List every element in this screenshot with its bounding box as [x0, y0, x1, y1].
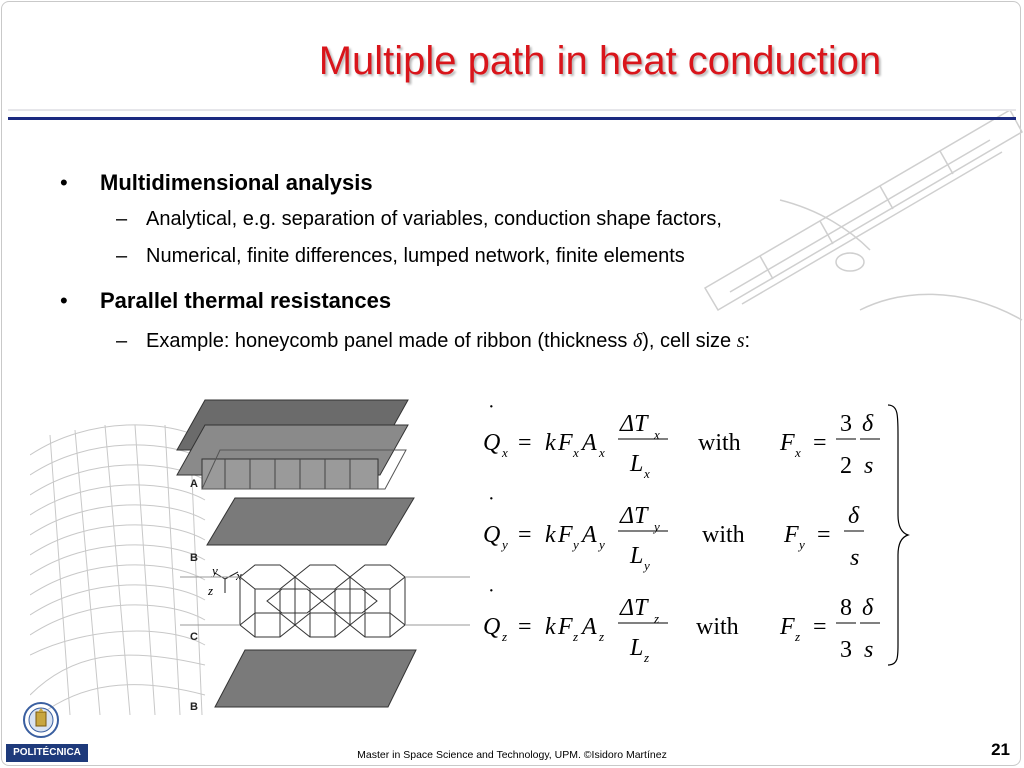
- eq-y-sub-3: y: [599, 537, 605, 552]
- eq-z-sub-4: z: [654, 611, 660, 626]
- bullet-symbol: •: [60, 170, 68, 195]
- svg-text:·: ·: [488, 488, 495, 510]
- politecnica-logo-bar: POLITÉCNICA: [6, 744, 88, 762]
- page-number: 21: [991, 740, 1010, 759]
- eq-y-deltaT: ΔT: [620, 503, 648, 529]
- sub-bullet-text: Analytical, e.g. separation of variables, conduction shape factors,: [146, 208, 722, 230]
- eq-y-A: A: [582, 522, 597, 548]
- eq-z-F: F: [558, 614, 573, 640]
- eq-y-Q: Q: [483, 522, 501, 548]
- title-rule-shadow: [8, 109, 1016, 111]
- eq-z-L: L: [630, 635, 644, 661]
- eq-x-delta: δ: [862, 411, 874, 437]
- eq-x-sub-6: x: [795, 445, 801, 460]
- eq-z-den: 3: [840, 637, 852, 663]
- eq-x-F: F: [558, 430, 573, 456]
- equation-x: [483, 396, 880, 481]
- dash-symbol: –: [116, 245, 128, 267]
- core-a: [202, 459, 378, 489]
- eq-z-k: k: [545, 614, 556, 640]
- axis-label-y: y: [212, 563, 218, 578]
- face-sheet-b-lower: [215, 650, 416, 707]
- eq-z-sub-1: z: [502, 629, 508, 644]
- sub-bullet-text: Numerical, finite differences, lumped network, finite elements: [146, 245, 685, 267]
- eq-y-equals2: =: [817, 522, 831, 548]
- eq-x-equals2: =: [813, 430, 827, 456]
- eq-y-sub-5: y: [644, 558, 650, 573]
- equation-y: [483, 488, 864, 573]
- eq-x-Q: Q: [483, 430, 501, 456]
- dash-symbol: –: [116, 208, 128, 230]
- equation-z: [483, 580, 880, 665]
- sub-bullet-numerical: [116, 245, 685, 268]
- layer-label-a: A: [190, 478, 198, 490]
- axis-label-z: z: [208, 583, 214, 598]
- eq-z-A: A: [582, 614, 597, 640]
- eq-y-equals: =: [518, 522, 532, 548]
- eq-x-sub-2: x: [573, 445, 579, 460]
- eq-z-equals2: =: [813, 614, 827, 640]
- example-text-pre: Example: honeycomb panel made of ribbon (thickness: [146, 330, 633, 352]
- eq-z-num: 8: [840, 595, 852, 621]
- eq-y-F2: F: [784, 522, 799, 548]
- eq-z-equals: =: [518, 614, 532, 640]
- eq-y-s: s: [850, 545, 860, 571]
- eq-y-sub-2: y: [573, 537, 579, 552]
- eq-x-sub-4: x: [654, 427, 660, 442]
- example-text-mid: ), cell size: [642, 330, 737, 352]
- title-rule: [8, 117, 1016, 120]
- honeycomb-panel-figure: [30, 395, 470, 720]
- eq-x-A: A: [582, 430, 597, 456]
- slide-title: Multiple path in heat conduction: [318, 39, 882, 83]
- eq-y-F: F: [558, 522, 573, 548]
- layer-label-b-lower: B: [190, 701, 198, 713]
- eq-x-sub-5: x: [644, 466, 650, 481]
- eq-z-sub-6: z: [795, 629, 801, 644]
- sub-bullet-analytical: [116, 208, 722, 231]
- layer-label-b-upper: B: [190, 552, 198, 564]
- eq-x-sub-3: x: [599, 445, 605, 460]
- svg-text:·: ·: [488, 396, 495, 418]
- eq-x-deltaT: ΔT: [620, 411, 648, 437]
- eq-x-sub-1: x: [502, 445, 508, 460]
- eq-x-with: with: [698, 430, 741, 456]
- eq-y-sub-6: y: [799, 537, 805, 552]
- bullet-text: Multidimensional analysis: [100, 170, 373, 195]
- bullet-text: Parallel thermal resistances: [100, 288, 392, 313]
- example-delta: δ: [632, 330, 643, 352]
- dash-symbol: –: [116, 330, 128, 352]
- eq-x-L: L: [630, 451, 644, 477]
- upm-crest-logo: [22, 700, 60, 740]
- eq-z-Q: Q: [483, 614, 501, 640]
- eq-y-delta: δ: [848, 503, 860, 529]
- example-s: s: [736, 330, 745, 352]
- eq-z-sub-5: z: [644, 650, 650, 665]
- eq-y-k: k: [545, 522, 556, 548]
- eq-x-den: 2: [840, 453, 852, 479]
- example-text-post: :: [744, 330, 751, 352]
- eq-z-with: with: [696, 614, 739, 640]
- layer-label-c: C: [190, 631, 198, 643]
- coordinate-axes: [215, 572, 238, 593]
- bullet-multidimensional: [60, 170, 373, 196]
- eq-x-F2: F: [780, 430, 795, 456]
- eq-z-sub-3: z: [599, 629, 605, 644]
- eq-x-num: 3: [840, 411, 852, 437]
- eq-x-k: k: [545, 430, 556, 456]
- eq-y-L: L: [630, 543, 644, 569]
- eq-y-sub-1: y: [502, 537, 508, 552]
- eq-y-sub-4: y: [654, 519, 660, 534]
- face-sheet-b-upper: [207, 498, 414, 545]
- eq-x-s: s: [864, 453, 874, 479]
- eq-z-s: s: [864, 637, 874, 663]
- eq-x-equals: =: [518, 430, 532, 456]
- eq-z-sub-2: z: [573, 629, 579, 644]
- bullet-parallel-resistances: [60, 288, 391, 314]
- heat-flow-equations: [470, 395, 920, 685]
- footer-text: Master in Space Science and Technology, UPM. ©Isidoro Martínez: [357, 749, 667, 761]
- antenna-grid-background: [30, 425, 205, 715]
- eq-z-deltaT: ΔT: [620, 595, 648, 621]
- right-brace: [888, 405, 908, 665]
- svg-text:·: ·: [488, 580, 495, 602]
- eq-z-F2: F: [780, 614, 795, 640]
- core-c: [180, 565, 470, 637]
- eq-z-delta: δ: [862, 595, 874, 621]
- axis-label-x: x: [236, 568, 242, 583]
- eq-y-with: with: [702, 522, 745, 548]
- sub-bullet-example: [116, 330, 750, 353]
- bullet-symbol: •: [60, 288, 68, 313]
